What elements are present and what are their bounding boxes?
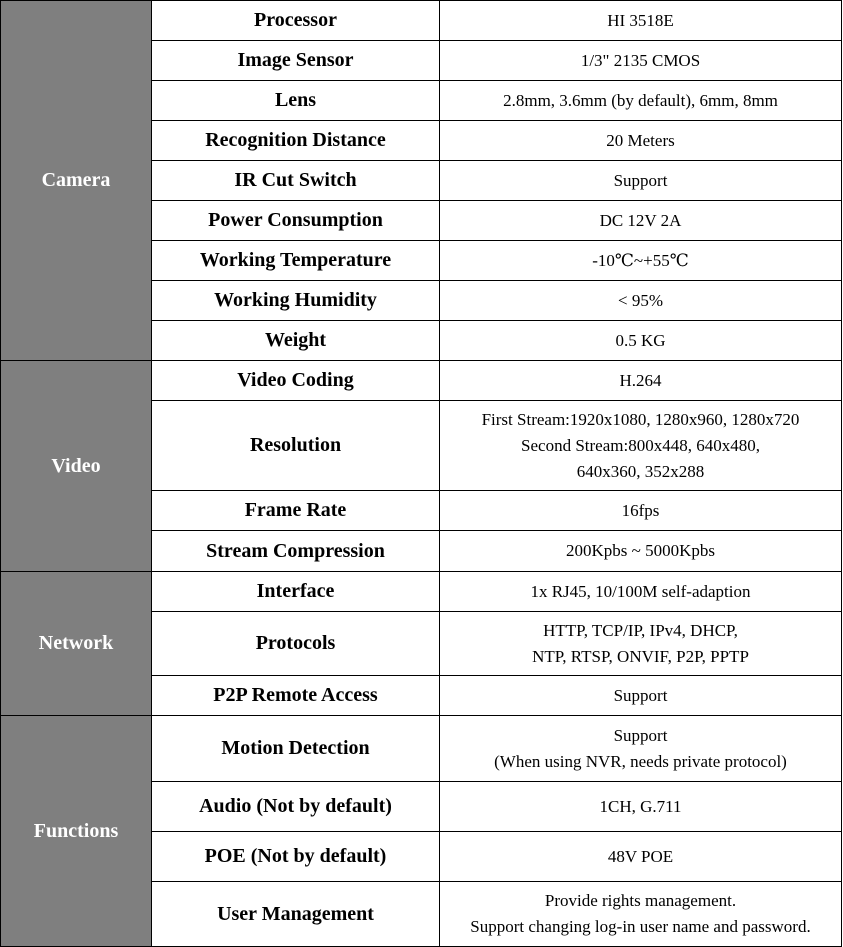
category-video: Video	[1, 361, 152, 572]
param-label: Power Consumption	[152, 201, 440, 241]
param-label: Processor	[152, 1, 440, 41]
param-value: 1x RJ45, 10/100M self-adaption	[440, 572, 842, 612]
param-label: Audio (Not by default)	[152, 782, 440, 832]
category-functions: Functions	[1, 716, 152, 947]
param-value: 1CH, G.711	[440, 782, 842, 832]
param-value: First Stream:1920x1080, 1280x960, 1280x720 Second Stream:800x448, 640x480, 640x360, 352x288	[440, 401, 842, 491]
param-value: Support	[440, 676, 842, 716]
table-row	[1, 716, 842, 782]
table-row	[1, 1, 842, 41]
param-label: IR Cut Switch	[152, 161, 440, 201]
param-label: Interface	[152, 572, 440, 612]
param-label: Weight	[152, 321, 440, 361]
param-value: 48V POE	[440, 832, 842, 882]
param-label: Motion Detection	[152, 716, 440, 782]
param-label: Frame Rate	[152, 491, 440, 531]
param-label: Working Humidity	[152, 281, 440, 321]
category-camera: Camera	[1, 1, 152, 361]
param-value: 16fps	[440, 491, 842, 531]
param-label: User Management	[152, 882, 440, 947]
param-value: DC 12V 2A	[440, 201, 842, 241]
category-network: Network	[1, 572, 152, 716]
param-value: 0.5 KG	[440, 321, 842, 361]
param-label: Image Sensor	[152, 41, 440, 81]
param-value: H.264	[440, 361, 842, 401]
param-value: 2.8mm, 3.6mm (by default), 6mm, 8mm	[440, 81, 842, 121]
param-value: -10℃~+55℃	[440, 241, 842, 281]
param-value: 1/3" 2135 CMOS	[440, 41, 842, 81]
param-label: Lens	[152, 81, 440, 121]
param-value: Support	[440, 161, 842, 201]
param-label: Video Coding	[152, 361, 440, 401]
table-row	[1, 361, 842, 401]
param-value: Support (When using NVR, needs private protocol)	[440, 716, 842, 782]
param-label: POE (Not by default)	[152, 832, 440, 882]
param-value: HI 3518E	[440, 1, 842, 41]
param-value: 200Kpbs ~ 5000Kpbs	[440, 531, 842, 572]
param-label: Protocols	[152, 612, 440, 676]
param-label: Working Temperature	[152, 241, 440, 281]
param-value: < 95%	[440, 281, 842, 321]
param-value: Provide rights management. Support changing log-in user name and password.	[440, 882, 842, 947]
param-label: Resolution	[152, 401, 440, 491]
param-label: Recognition Distance	[152, 121, 440, 161]
param-value: HTTP, TCP/IP, IPv4, DHCP, NTP, RTSP, ONVIF, P2P, PPTP	[440, 612, 842, 676]
param-label: Stream Compression	[152, 531, 440, 572]
param-value: 20 Meters	[440, 121, 842, 161]
param-label: P2P Remote Access	[152, 676, 440, 716]
table-row	[1, 572, 842, 612]
